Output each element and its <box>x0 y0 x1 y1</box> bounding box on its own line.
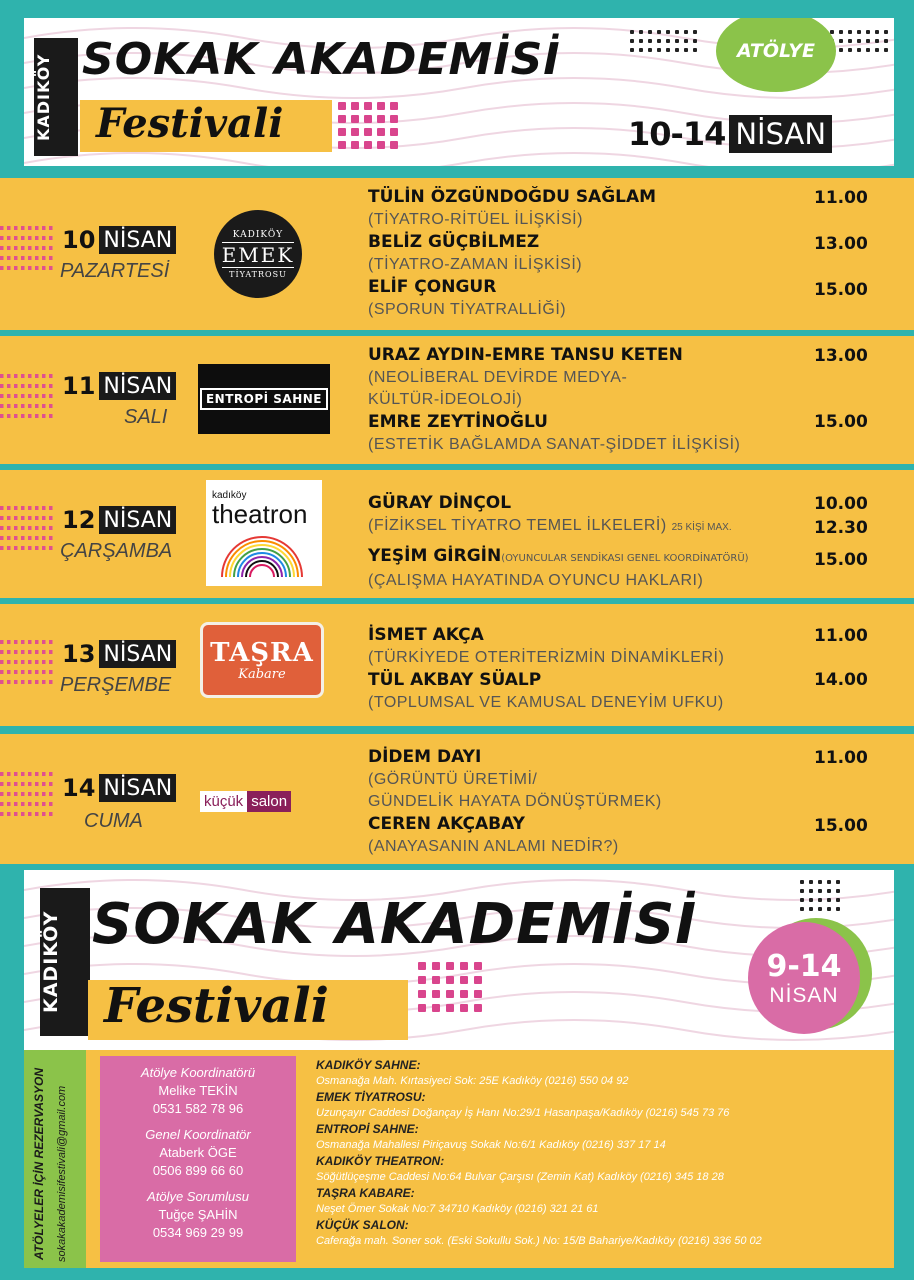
emek-logo-line2: EMEK <box>221 242 295 267</box>
black-dot-pattern <box>800 880 840 911</box>
coordinator-name: Tuğçe ŞAHİN <box>158 1207 238 1222</box>
atolye-label: ATÖLYE <box>737 40 815 62</box>
session-speaker: EMRE ZEYTİNOĞLU <box>368 412 548 432</box>
session-time: 11.00 <box>814 748 868 768</box>
day-row-11 <box>0 336 914 464</box>
session-time: 15.00 <box>814 280 868 300</box>
kucuk-logo-line2: salon <box>247 791 291 812</box>
day-number: 11 <box>62 372 96 400</box>
venue-address: Osmanağa Mah. Kırtasiyeci Sok: 25E Kadıköy (0216) 550 04 92 <box>316 1075 629 1087</box>
tasra-logo-line1: TAŞRA <box>210 637 314 668</box>
session-topic-row <box>368 515 868 539</box>
day-weekday: SALI <box>124 406 168 428</box>
theatron-logo-line1: kadıköy <box>212 489 247 501</box>
day-number: 14 <box>62 774 96 802</box>
day-weekday: PERŞEMBE <box>60 674 172 696</box>
pink-dash-lines <box>0 506 56 550</box>
day-weekday: CUMA <box>84 810 143 832</box>
day-number: 12 <box>62 506 96 534</box>
session-time: 15.00 <box>814 816 868 836</box>
session-speaker: TÜL AKBAY SÜALP <box>368 670 542 690</box>
venue-address: Osmanağa Mahallesi Piriçavuş Sokak No:6/1 Kadıköy (0216) 337 17 14 <box>316 1139 666 1151</box>
session-topic: (SPORUN TİYATRALLİĞİ) <box>368 301 567 318</box>
session-time: 14.00 <box>814 670 868 690</box>
bottom-date-month: NİSAN <box>769 983 839 1007</box>
session-list <box>368 746 868 858</box>
venue-name: ENTROPİ SAHNE: <box>316 1122 419 1136</box>
day-row-10 <box>0 178 914 330</box>
session-speaker: BELİZ GÜÇBİLMEZ <box>368 232 540 252</box>
session-topic: (TÜRKİYEDE OTERİTERİZMİN DİNAMİKLERİ) <box>368 649 725 666</box>
session-time: 11.00 <box>814 188 868 208</box>
venue-address: Neşet Ömer Sokak No:7 34710 Kadıköy (0216) 321 21 61 <box>316 1203 599 1215</box>
black-dot-pattern-left <box>630 30 697 52</box>
theatron-logo <box>206 480 322 586</box>
session-speaker-row <box>368 545 868 570</box>
session-time: 15.00 <box>814 550 868 570</box>
kucuk-salon-logo <box>200 788 291 814</box>
session-time: 12.30 <box>814 518 868 538</box>
pink-dash-lines <box>0 226 56 270</box>
tasra-logo-line2: Kabare <box>238 666 286 682</box>
session-topic: (TOPLUMSAL VE KAMUSAL DENEYİM UFKU) <box>368 694 724 711</box>
session-speaker: URAZ AYDIN-EMRE TANSU KETEN <box>368 345 683 365</box>
coordinator-phone[interactable]: 0506 899 66 60 <box>152 1163 244 1178</box>
venue-name: KADIKÖY SAHNE: <box>316 1058 421 1072</box>
session-topic: (ANAYASANIN ANLAMI NEDİR?) <box>368 838 619 855</box>
venue-address: Söğütlüçeşme Caddesi No:64 Bulvar Çarşısı (Zemin Kat) Kadıköy (0216) 345 18 28 <box>316 1171 724 1183</box>
venue-name: KADIKÖY THEATRON: <box>316 1154 445 1168</box>
day-date <box>62 370 176 402</box>
venue-name: EMEK TİYATROSU: <box>316 1090 426 1104</box>
footer <box>24 1050 894 1268</box>
top-date-range <box>628 114 832 154</box>
emek-tiyatrosu-logo <box>214 210 302 298</box>
day-date <box>62 772 176 804</box>
coordinator-name: Ataberk ÖGE <box>159 1145 237 1160</box>
black-dot-pattern-right <box>830 30 888 52</box>
festival-title: SOKAK AKADEMİSİ <box>82 34 561 85</box>
bottom-date-numbers: 9-14 <box>766 948 842 984</box>
day-weekday: PAZARTESİ <box>60 260 170 282</box>
festival-title: SOKAK AKADEMİSİ <box>92 892 698 957</box>
session-topic: (NEOLİBERAL DEVİRDE MEDYA- <box>368 369 628 386</box>
day-month: NİSAN <box>99 640 176 668</box>
day-number: 13 <box>62 640 96 668</box>
top-date-numbers: 10-14 <box>628 115 726 153</box>
session-time: 13.00 <box>814 234 868 254</box>
session-time: 10.00 <box>814 494 868 514</box>
session-topic: (ÇALIŞMA HAYATINDA OYUNCU HAKLARI) <box>368 572 704 589</box>
session-topic-cont: GÜNDELİK HAYATA DÖNÜŞTÜRMEK) <box>368 793 662 810</box>
coordinator-phone[interactable]: 0534 969 29 99 <box>152 1225 244 1240</box>
venue-name: KÜÇÜK SALON: <box>316 1218 409 1232</box>
pink-dot-pattern <box>338 102 398 149</box>
session-list <box>368 344 868 456</box>
day-number: 10 <box>62 226 96 254</box>
coordinator-phone[interactable]: 0531 582 78 96 <box>152 1101 244 1116</box>
session-speaker-note: (OYUNCULAR SENDİKASI GENEL KOORDİNATÖRÜ) <box>501 553 749 564</box>
session-topic-cont: KÜLTÜR-İDEOLOJİ) <box>368 391 523 408</box>
coordinator-name: Melike TEKİN <box>158 1083 238 1098</box>
venue-address-list <box>316 1058 886 1250</box>
day-month: NİSAN <box>99 774 176 802</box>
session-speaker: YEŞİM GİRGİN <box>368 546 502 566</box>
coordinator-role: Genel Koordinatör <box>145 1127 251 1142</box>
reservation-title: ATÖLYELER İÇİN REZERVASYON <box>32 1067 46 1260</box>
coordinator-role: Atölye Sorumlusu <box>147 1189 249 1204</box>
bottom-header <box>24 870 894 1050</box>
entropi-logo-text: ENTROPİ SAHNE <box>200 388 328 410</box>
festival-subtitle: Festivali <box>104 978 329 1034</box>
session-speaker: GÜRAY DİNÇOL <box>368 493 512 513</box>
emek-logo-line3: TİYATROSU <box>229 269 287 279</box>
pink-dash-lines <box>0 772 56 816</box>
day-weekday: ÇARŞAMBA <box>60 540 173 562</box>
session-topic: (TİYATRO-RİTÜEL İLİŞKİSİ) <box>368 211 583 228</box>
session-topic: (TİYATRO-ZAMAN İLİŞKİSİ) <box>368 256 583 273</box>
venue-address: Caferağa mah. Soner sok. (Eski Sokullu Sok.) No: 15/B Bahariye/Kadıköy (0216) 336 50 02 <box>316 1235 762 1247</box>
session-topic: (FİZİKSEL TİYATRO TEMEL İLKELERİ) <box>368 517 667 534</box>
reservation-sidebar <box>24 1050 86 1268</box>
entropi-sahne-logo <box>198 364 330 434</box>
session-time: 15.00 <box>814 412 868 432</box>
session-speaker: CEREN AKÇABAY <box>368 814 525 834</box>
pink-dot-pattern <box>418 962 482 1012</box>
session-list <box>368 624 868 714</box>
pink-dash-lines <box>0 374 56 418</box>
session-capacity-note: 25 KİŞİ MAX. <box>671 522 732 533</box>
kadikoy-vertical-label: KADIKÖY <box>40 888 90 1036</box>
venue-name: TAŞRA KABARE: <box>316 1186 415 1200</box>
pink-dash-lines <box>0 640 56 684</box>
bottom-date-badge <box>748 922 860 1034</box>
session-topic: (ESTETİK BAĞLAMDA SANAT-ŞİDDET İLİŞKİSİ) <box>368 436 741 453</box>
session-list <box>368 492 868 592</box>
kucuk-logo-line1: küçük <box>200 791 247 812</box>
top-date-month: NİSAN <box>729 115 832 153</box>
session-time: 13.00 <box>814 346 868 366</box>
session-list <box>368 186 868 321</box>
day-date <box>62 224 176 256</box>
session-topic: (GÖRÜNTÜ ÜRETİMİ/ <box>368 771 538 788</box>
day-row-12 <box>0 470 914 598</box>
top-header <box>24 18 894 166</box>
day-row-13 <box>0 604 914 726</box>
session-speaker: ELİF ÇONGUR <box>368 277 497 297</box>
coordinators-box <box>100 1056 296 1262</box>
day-date <box>62 638 176 670</box>
session-speaker: TÜLİN ÖZGÜNDOĞDU SAĞLAM <box>368 187 657 207</box>
coordinator-role: Atölye Koordinatörü <box>140 1065 256 1080</box>
day-month: NİSAN <box>99 372 176 400</box>
day-month: NİSAN <box>99 226 176 254</box>
tasra-kabare-logo <box>200 622 324 698</box>
day-row-14 <box>0 734 914 864</box>
day-date <box>62 504 176 536</box>
theatron-logo-line2: theatron <box>212 498 308 529</box>
session-time: 11.00 <box>814 626 868 646</box>
emek-logo-line1: KADIKÖY <box>232 229 284 240</box>
venue-address: Uzunçayır Caddesi Doğançay İş Hanı No:29/1 Hasanpaşa/Kadıköy (0216) 545 73 76 <box>316 1107 730 1119</box>
festival-subtitle: Festivali <box>96 100 284 147</box>
day-month: NİSAN <box>99 506 176 534</box>
session-speaker: İSMET AKÇA <box>368 625 484 645</box>
kadikoy-vertical-label: KADIKÖY <box>34 38 78 156</box>
theatron-arc-graphic <box>212 527 312 577</box>
reservation-email[interactable]: sokakakademisifestivali@gmail.com <box>56 1085 68 1262</box>
session-speaker: DİDEM DAYI <box>368 747 482 767</box>
